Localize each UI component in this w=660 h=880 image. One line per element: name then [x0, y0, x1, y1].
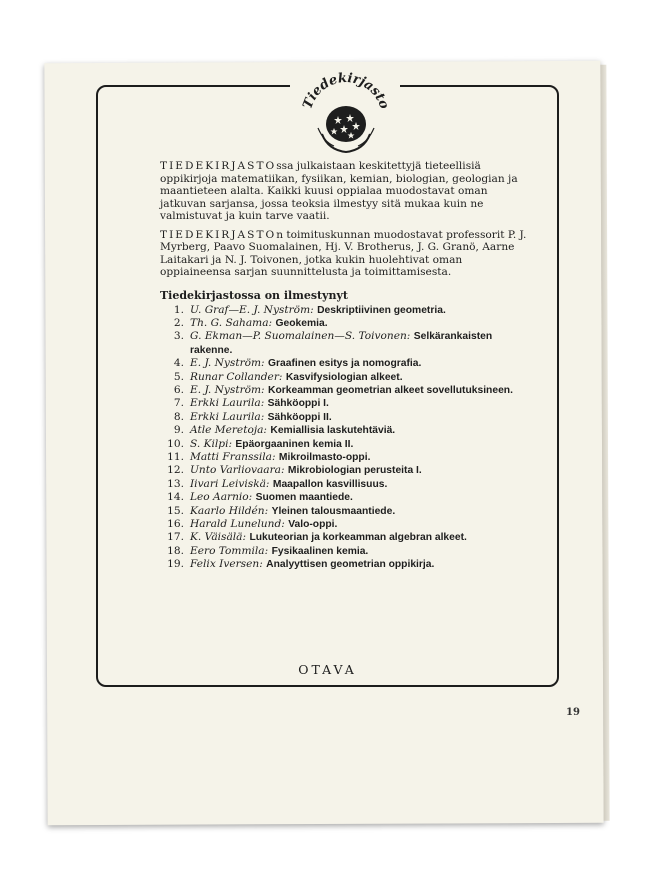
book-entry [190, 545, 528, 558]
book-author: Harald Lunelund: [190, 518, 285, 530]
book-title: Yleinen talousmaantiede. [271, 505, 396, 517]
intro-paragraph-2 [160, 229, 528, 279]
book-author: Matti Franssila: [190, 450, 276, 463]
book-title: Selkärankaisten rakenne. [190, 331, 493, 356]
book-list-item [160, 317, 528, 330]
book-author: Unto Varliovaara: [190, 464, 285, 477]
book-entry [190, 438, 528, 451]
book-number: 6. [173, 383, 184, 396]
svg-text:Tiedekirjasto: Tiedekirjasto [300, 72, 392, 112]
book-title: Fysikaalinen kemia. [271, 545, 369, 557]
book-title: Analyyttisen geometrian oppikirja. [266, 559, 435, 571]
book-author: Atle Meretoja: [190, 424, 268, 437]
book-number: 13. [167, 477, 184, 490]
book-number: 1. [173, 303, 184, 316]
book-list-item [160, 478, 528, 491]
book-entry [190, 518, 528, 531]
book-number: 2. [173, 316, 184, 329]
book-number: 9. [173, 424, 184, 437]
book-title: Sähköoppi I. [267, 398, 329, 410]
text-content [160, 160, 528, 572]
book-title: Mikrobiologian perusteita I. [287, 465, 422, 477]
book-number: 19. [167, 558, 184, 571]
book-entry [190, 304, 528, 317]
book-author: Erkki Laurila: [190, 410, 265, 423]
book-list-item [160, 451, 528, 464]
book-author: Felix Iversen: [190, 558, 263, 571]
book-list-item [160, 505, 528, 518]
book-author: S. Kilpi: [190, 437, 233, 450]
book-list-item [160, 411, 528, 424]
book-title: Geokemia. [275, 317, 328, 329]
book-list-item [160, 464, 528, 477]
brand-name: TIEDEKIRJASTO [160, 228, 277, 241]
intro-text-2: n toimituskunnan muodostavat professorit P. J. Myrberg, Paavo Suomalainen, Hj. V. Brotherus, J. G. Granö, Aarne Laitakari ja N. J. Toivonen, jotka kukin huolehtivat oman oppiaineensa sarjan suunnittelusta ja toimittamisesta. [160, 228, 527, 278]
book-title: Epäorgaaninen kemia II. [235, 438, 354, 450]
book-author: E. J. Nyström: [190, 383, 265, 396]
book-title: Deskriptiivinen geometria. [317, 304, 446, 316]
book-entry [190, 424, 528, 437]
book-number: 12. [167, 464, 184, 477]
book-entry [190, 558, 528, 571]
book-title: Kasvifysiologian alkeet. [285, 371, 403, 383]
book-author: Iivari Leiviskä: [190, 477, 270, 490]
book-author: Th. G. Sahama: [190, 316, 273, 329]
publisher-name: OTAVA [298, 662, 357, 677]
book-author: U. Graf—E. J. Nyström: [190, 303, 314, 316]
page-number: 19 [566, 707, 580, 718]
book-list-item [160, 558, 528, 571]
book-title: Valo-oppi. [288, 519, 338, 530]
book-number: 14. [167, 491, 184, 504]
intro-paragraph-1 [160, 160, 528, 223]
book-number: 7. [173, 397, 184, 410]
book-entry [190, 397, 528, 410]
book-list-item [160, 491, 528, 504]
book-number: 4. [173, 357, 184, 370]
tiedekirjasto-logo [298, 72, 394, 158]
book-entry [190, 464, 528, 477]
book-list-item [160, 397, 528, 410]
book-title: Korkeamman geometrian alkeet sovellutuksineen. [268, 384, 513, 396]
book-number: 17. [167, 531, 184, 544]
book-list-item [160, 545, 528, 558]
intro-text-1: ssa julkaistaan keskitettyjä tieteellisiä oppikirjoja matematiikan, fysiikan, kemian, biologian, geologian ja maantieteen alalta. Kaikki kuusi oppialaa muodostavat oman jatkuvan sarjansa, jossa teoksia ilmestyy sitä mukaa kuin ne valmistuvat ja kuin tarve vaatii. [160, 160, 518, 222]
book-number: 10. [167, 437, 184, 450]
book-author: Erkki Laurila: [190, 397, 265, 410]
book-title: Kemiallisia laskutehtäviä. [270, 425, 396, 437]
book-title: Maapallon kasvillisuus. [272, 478, 388, 490]
book-author: Runar Collander: [190, 370, 283, 383]
book-entry [190, 411, 528, 424]
book-author: Leo Aarnio: [190, 491, 253, 504]
brand-name: TIEDEKIRJASTO [160, 160, 277, 172]
book-number: 15. [167, 504, 184, 517]
book-list-item [160, 518, 528, 531]
book-title: Sähköoppi II. [267, 411, 332, 423]
book-entry [190, 357, 528, 370]
book-entry [190, 384, 528, 397]
book-list-heading: Tiedekirjastossa on ilmestynyt [160, 288, 349, 302]
book-number: 11. [167, 450, 184, 463]
book-author: Kaarlo Hildén: [190, 504, 269, 517]
book-entry [190, 491, 528, 504]
book-list-item [160, 371, 528, 384]
book-author: E. J. Nyström: [190, 357, 265, 370]
book-title: Mikroilmasto-oppi. [278, 451, 371, 463]
book-list-item [160, 330, 528, 357]
book-number: 3. [173, 330, 184, 343]
book-number: 18. [167, 544, 184, 557]
book-author: Eero Tommila: [190, 544, 269, 557]
book-title: Graafinen esitys ja nomografia. [268, 358, 422, 370]
book-entry [190, 478, 528, 491]
book-list-item [160, 357, 528, 370]
book-author: G. Ekman—P. Suomalainen—S. Toivonen: [190, 330, 411, 343]
book-number: 8. [173, 410, 184, 423]
book-list-item [160, 424, 528, 437]
book-entry [190, 451, 528, 464]
book-number: 16. [167, 518, 184, 530]
book-list-item [160, 384, 528, 397]
book-entry [190, 330, 528, 357]
book-author: K. Väisälä: [190, 531, 247, 544]
book-list-item [160, 531, 528, 544]
book-number: 5. [173, 370, 184, 383]
book-entry [190, 371, 528, 384]
book-list [160, 304, 528, 572]
book-list-item [160, 438, 528, 451]
book-title: Suomen maantiede. [255, 492, 353, 504]
book-entry [190, 317, 528, 330]
book-entry [190, 531, 528, 544]
book-list-item [160, 304, 528, 317]
book-title: Lukuteorian ja korkeamman algebran alkeet. [249, 532, 467, 544]
book-entry [190, 505, 528, 518]
